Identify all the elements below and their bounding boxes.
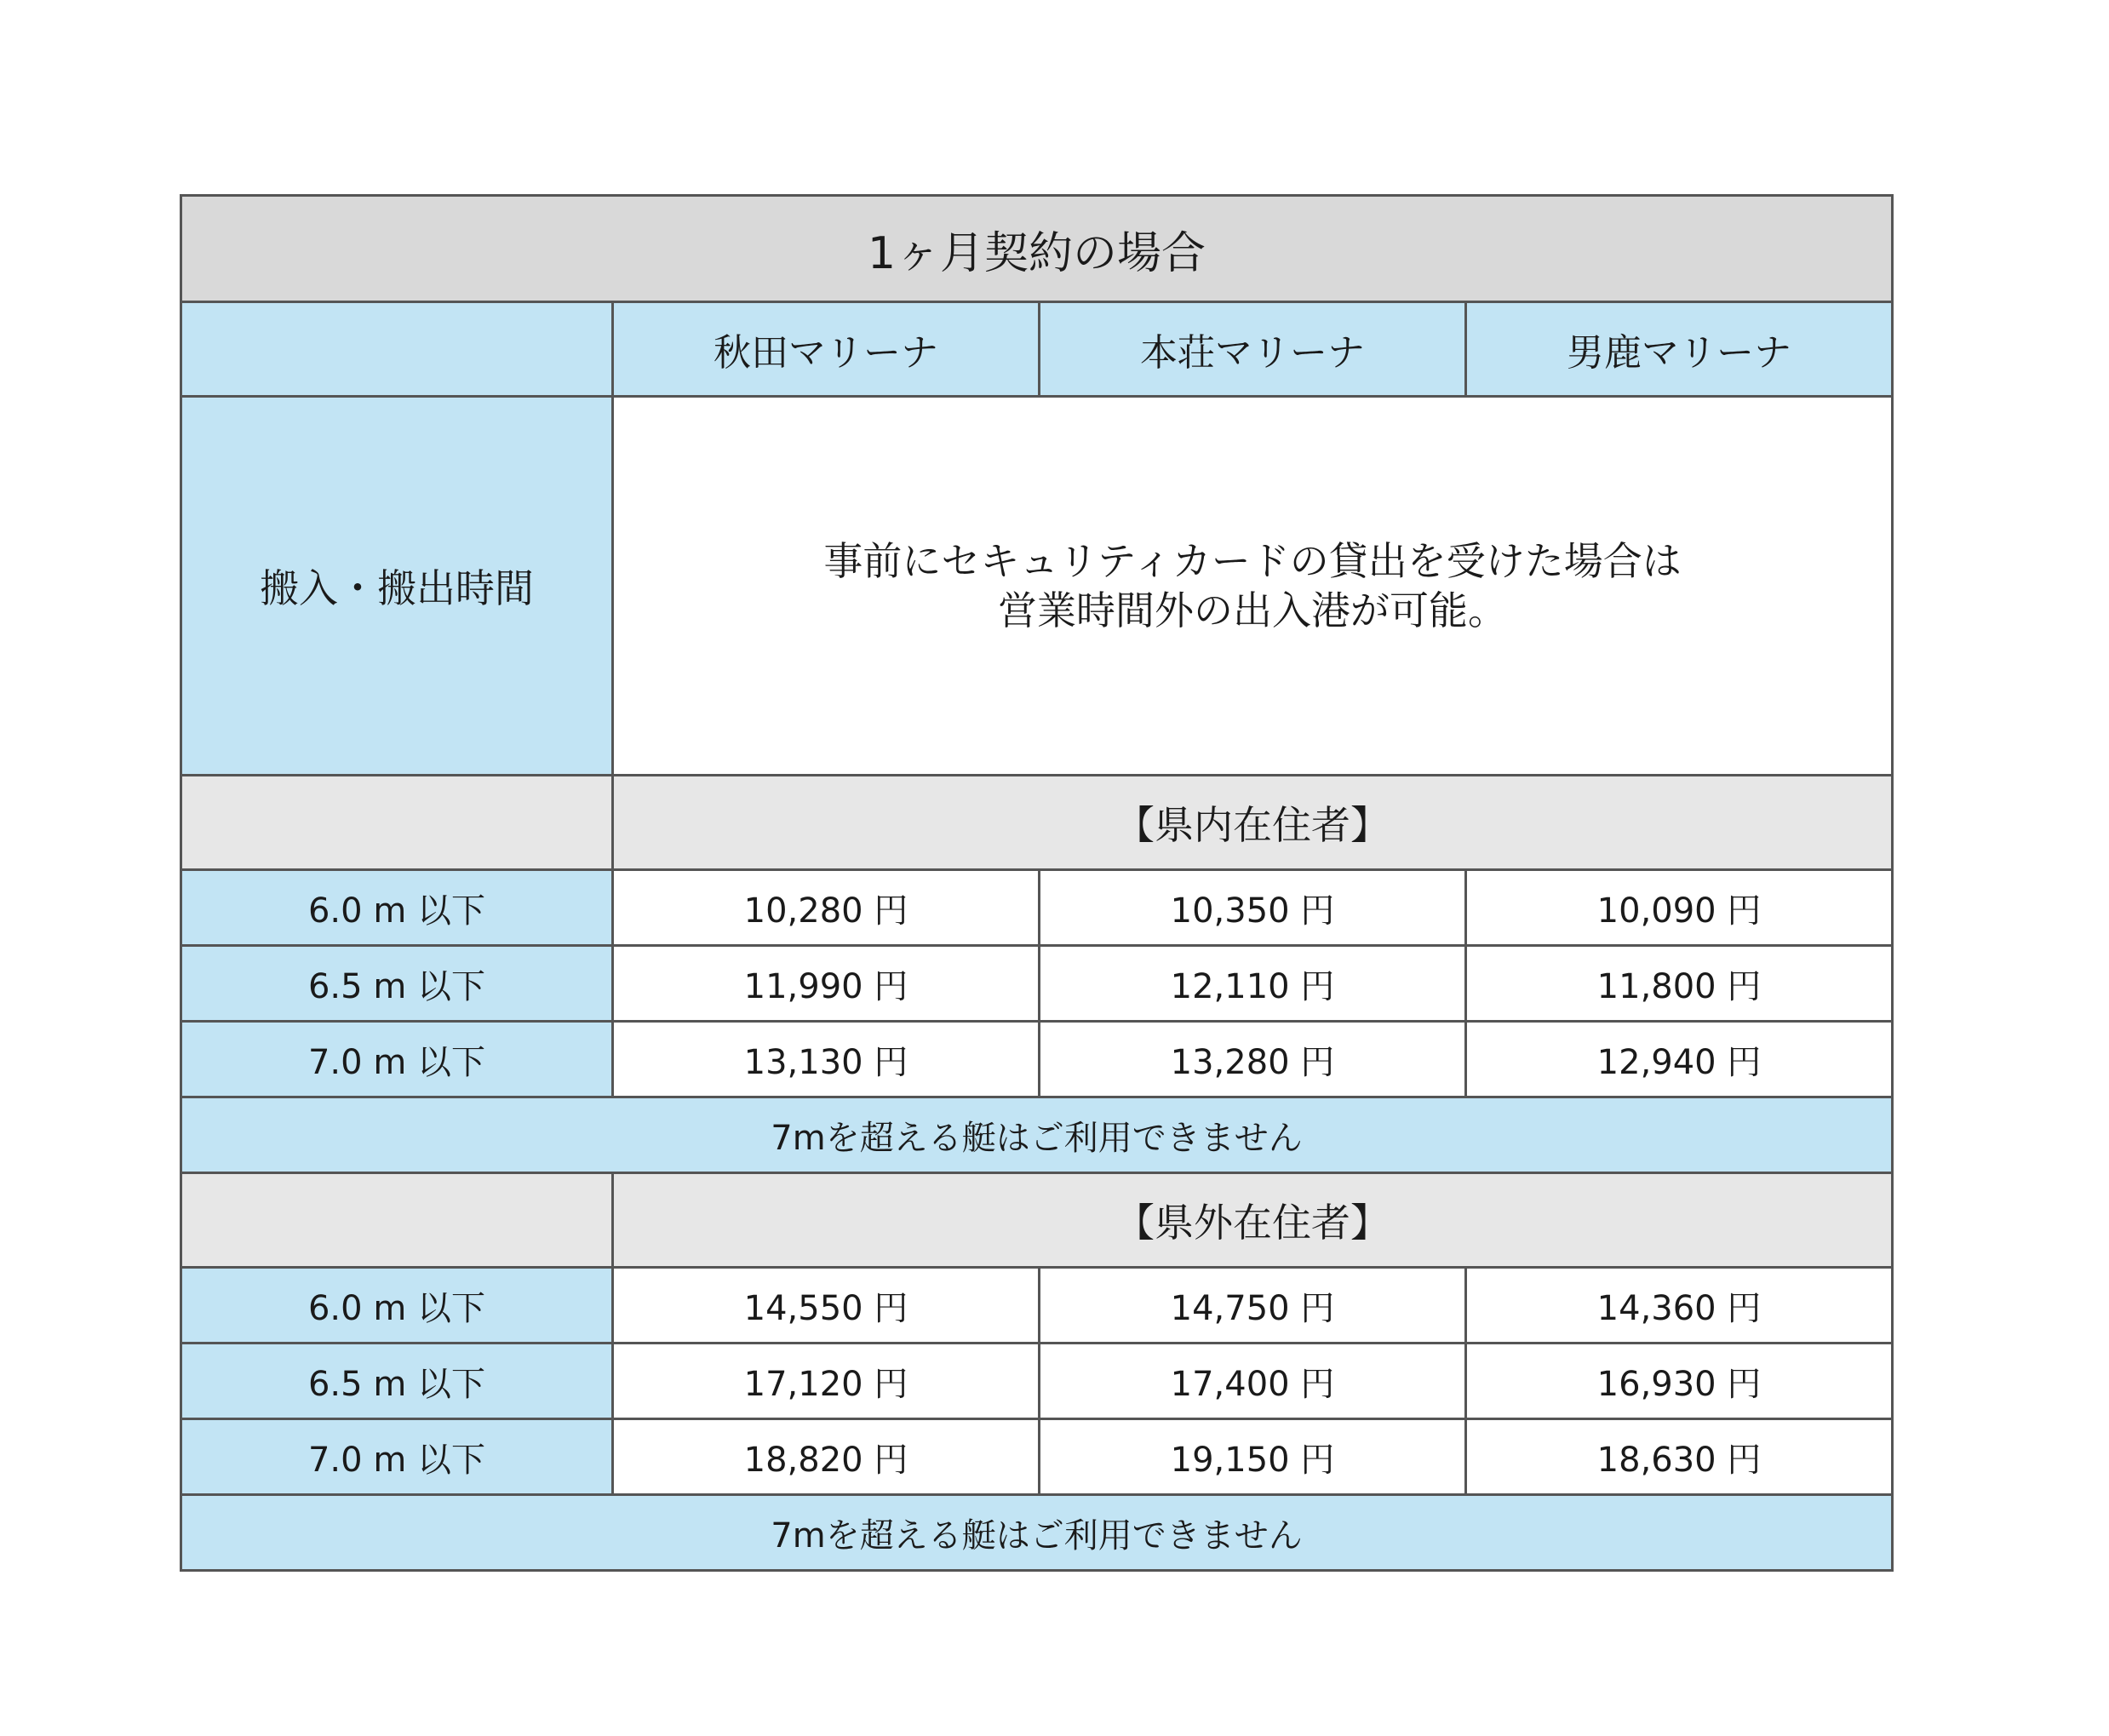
price-cell: 11,990 円 <box>613 946 1040 1022</box>
price-cell: 13,280 円 <box>1040 1022 1466 1097</box>
note-row <box>181 1495 1893 1571</box>
access-description-line: 営業時間外の出入港が可能。 <box>998 587 1508 633</box>
price-cell: 10,090 円 <box>1466 870 1893 946</box>
boat-size-label: 6.0 m 以下 <box>181 870 613 946</box>
price-cell: 12,110 円 <box>1040 946 1466 1022</box>
section-header-row <box>181 1173 1893 1268</box>
access-time-row <box>181 397 1893 776</box>
title-row <box>181 196 1893 302</box>
price-cell: 17,120 円 <box>613 1344 1040 1419</box>
section-corner-cell <box>181 776 613 870</box>
price-cell: 16,930 円 <box>1466 1344 1893 1419</box>
boat-size-label: 6.5 m 以下 <box>181 1344 613 1419</box>
size-limit-note: 7mを超える艇はご利用できません <box>181 1097 1893 1173</box>
access-time-label: 搬入・搬出時間 <box>181 397 613 776</box>
price-cell: 18,820 円 <box>613 1419 1040 1495</box>
price-cell: 17,400 円 <box>1040 1344 1466 1419</box>
price-cell: 14,360 円 <box>1466 1268 1893 1344</box>
table-title: 1ヶ月契約の場合 <box>181 196 1893 302</box>
price-cell: 10,280 円 <box>613 870 1040 946</box>
price-cell: 18,630 円 <box>1466 1419 1893 1495</box>
price-cell: 19,150 円 <box>1040 1419 1466 1495</box>
access-description-line: 事前にセキュリティカードの貸出を受けた場合は <box>823 538 1682 584</box>
table-row <box>181 870 1893 946</box>
section-title-non-residents: 【県外在住者】 <box>613 1173 1893 1268</box>
table-row <box>181 1268 1893 1344</box>
price-cell: 12,940 円 <box>1466 1022 1893 1097</box>
section-title-residents: 【県内在住者】 <box>613 776 1893 870</box>
note-row <box>181 1097 1893 1173</box>
section-header-row <box>181 776 1893 870</box>
access-time-description <box>613 397 1893 776</box>
marina-header-akita: 秋田マリーナ <box>613 302 1040 397</box>
boat-size-label: 7.0 m 以下 <box>181 1419 613 1495</box>
boat-size-label: 7.0 m 以下 <box>181 1022 613 1097</box>
table-row <box>181 1419 1893 1495</box>
price-cell: 11,800 円 <box>1466 946 1893 1022</box>
section-corner-cell <box>181 1173 613 1268</box>
marina-header-oga: 男鹿マリーナ <box>1466 302 1893 397</box>
header-corner-cell <box>181 302 613 397</box>
marina-header-honjo: 本荘マリーナ <box>1040 302 1466 397</box>
boat-size-label: 6.5 m 以下 <box>181 946 613 1022</box>
price-cell: 13,130 円 <box>613 1022 1040 1097</box>
price-cell: 14,750 円 <box>1040 1268 1466 1344</box>
table-row <box>181 1344 1893 1419</box>
boat-size-label: 6.0 m 以下 <box>181 1268 613 1344</box>
table-row <box>181 1022 1893 1097</box>
table-row <box>181 946 1893 1022</box>
price-cell: 10,350 円 <box>1040 870 1466 946</box>
marina-header-row <box>181 302 1893 397</box>
size-limit-note: 7mを超える艇はご利用できません <box>181 1495 1893 1571</box>
monthly-price-table <box>180 194 1894 1572</box>
price-cell: 14,550 円 <box>613 1268 1040 1344</box>
